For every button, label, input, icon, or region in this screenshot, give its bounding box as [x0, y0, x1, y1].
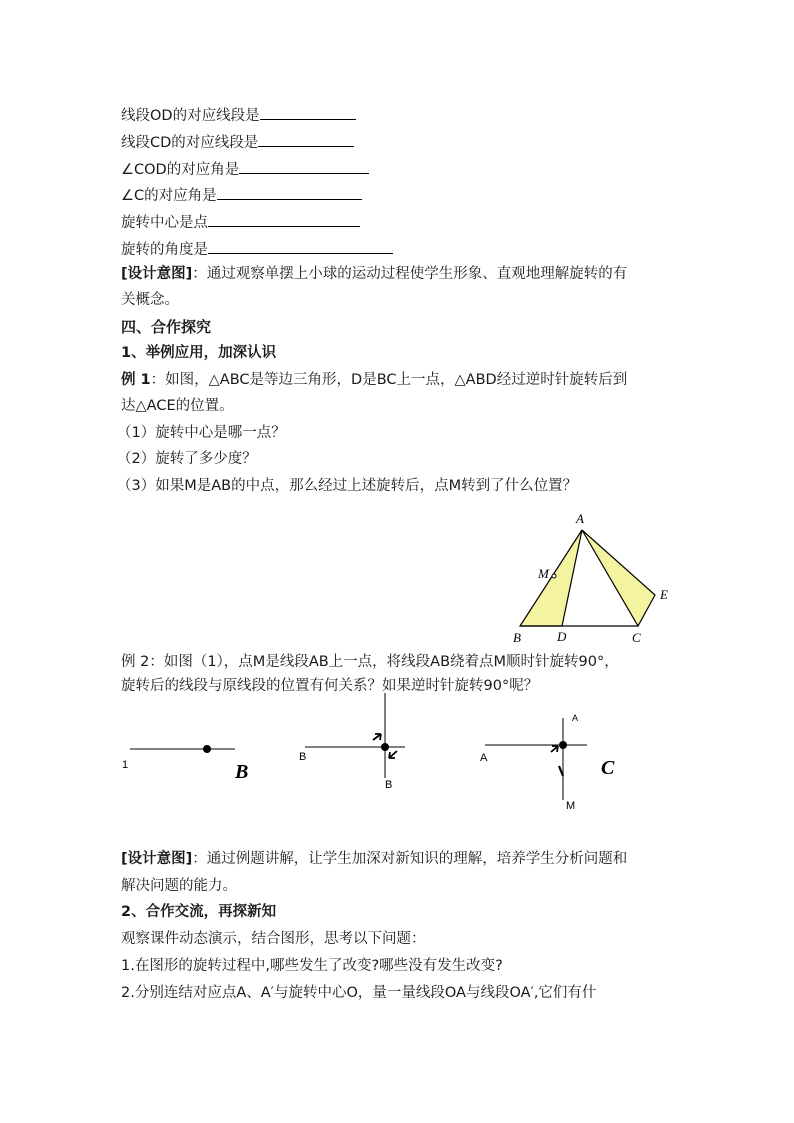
- example1-q2: （2）旋转了多少度？: [117, 451, 257, 467]
- answer-blank[interactable]: [258, 130, 354, 147]
- question-label: 旋转中心是点: [121, 215, 208, 231]
- example1-q3: （3）如果M是AB的中点，那么经过上述旋转后，点M转到了什么位置？: [117, 478, 578, 494]
- section2-q1: 1.在图形的旋转过程中,哪些发生了改变?哪些没有发生改变?: [121, 958, 503, 974]
- question-label: 线段CD的对应线段是: [121, 135, 259, 151]
- label-a: A: [576, 511, 584, 526]
- answer-blank[interactable]: [217, 183, 362, 200]
- point-m: [203, 745, 211, 753]
- label-bottom: M: [566, 800, 576, 812]
- question-angle-c: [121, 183, 362, 206]
- arrow-icon: [551, 746, 558, 752]
- question-angle-cod: [121, 157, 369, 180]
- triangle-ace: [582, 530, 655, 626]
- design-intent-label: [设计意图]: [121, 266, 193, 282]
- section2-q2: 2.分别连结对应点A、A′与旋转中心O，量一量线段OA与线段OA′,它们有什: [121, 985, 597, 1001]
- example-text: ：如图，△ABC是等边三角形，D是BC上一点，△ABD经过逆时针旋转后到: [150, 372, 628, 388]
- design-intent-text: ：通过观察单摆上小球的运动过程使学生形象、直观地理解旋转的有: [192, 266, 628, 282]
- label-right: B: [235, 761, 249, 783]
- question-cd: [121, 130, 354, 153]
- label-left: B: [299, 751, 307, 763]
- arrow-icon: [559, 766, 563, 776]
- answer-blank[interactable]: [260, 103, 356, 120]
- label-c: C: [632, 630, 641, 645]
- question-angle: [121, 237, 393, 260]
- subsection-title: 2、合作交流，再探新知: [121, 904, 277, 920]
- point-m: [552, 574, 556, 578]
- label-bottom: B: [385, 779, 393, 791]
- answer-blank[interactable]: [208, 210, 360, 227]
- label-left: A: [480, 752, 488, 764]
- design-intent-text: ：通过例题讲解，让学生加深对新知识的理解，培养学生分析问题和: [192, 851, 628, 867]
- label-right: C: [601, 757, 615, 779]
- example1-line2: 达△ACE的位置。: [121, 398, 234, 414]
- point-m: [559, 741, 567, 749]
- arrow-icon: [389, 751, 397, 758]
- label-top: A: [572, 713, 579, 723]
- answer-blank[interactable]: [239, 157, 369, 174]
- design-intent-1-cont: 关概念。: [121, 292, 179, 308]
- rotation-figure-3: [480, 713, 615, 812]
- example1-line1: [121, 370, 627, 390]
- rotation-figure-2: [299, 693, 405, 791]
- subsection-title: 1、举例应用，加深认识: [121, 345, 277, 361]
- arrow-icon: [373, 734, 381, 740]
- example2-line2: 旋转后的线段与原线段的位置有何关系？如果逆时针旋转90°呢？: [121, 678, 539, 694]
- example1-q1: （1）旋转中心是哪一点？: [117, 425, 286, 441]
- design-intent-1: [121, 264, 627, 284]
- example2-line1: 例 2：如图（1），点M是线段AB上一点，将线段AB绕着点M顺时针旋转90°，: [121, 654, 619, 670]
- question-label: ∠C的对应角是: [121, 188, 217, 204]
- label-e: E: [660, 587, 668, 602]
- label-b: B: [513, 630, 521, 645]
- section-title: 四、合作探究: [121, 318, 212, 336]
- example-label: 例 1: [121, 372, 151, 388]
- question-center: [121, 210, 360, 233]
- question-label: 线段OD的对应线段是: [121, 108, 260, 124]
- triangle-abd: [520, 530, 582, 626]
- question-label: ∠COD的对应角是: [121, 162, 240, 178]
- section2-intro: 观察课件动态演示，结合图形，思考以下问题：: [121, 931, 426, 947]
- label-d: D: [557, 629, 567, 644]
- question-od: [121, 103, 356, 126]
- rotation-figures: [115, 688, 715, 818]
- point-m: [381, 743, 389, 751]
- rotation-figure-1: [122, 745, 248, 783]
- triangle-figure: [505, 508, 685, 648]
- label-left: 1: [122, 759, 129, 771]
- answer-blank[interactable]: [208, 237, 393, 254]
- design-intent-2: [121, 849, 627, 869]
- label-m: M: [538, 566, 549, 581]
- question-label: 旋转的角度是: [121, 242, 208, 258]
- design-intent-2-cont: 解决问题的能力。: [121, 878, 237, 894]
- design-intent-label: [设计意图]: [121, 851, 193, 867]
